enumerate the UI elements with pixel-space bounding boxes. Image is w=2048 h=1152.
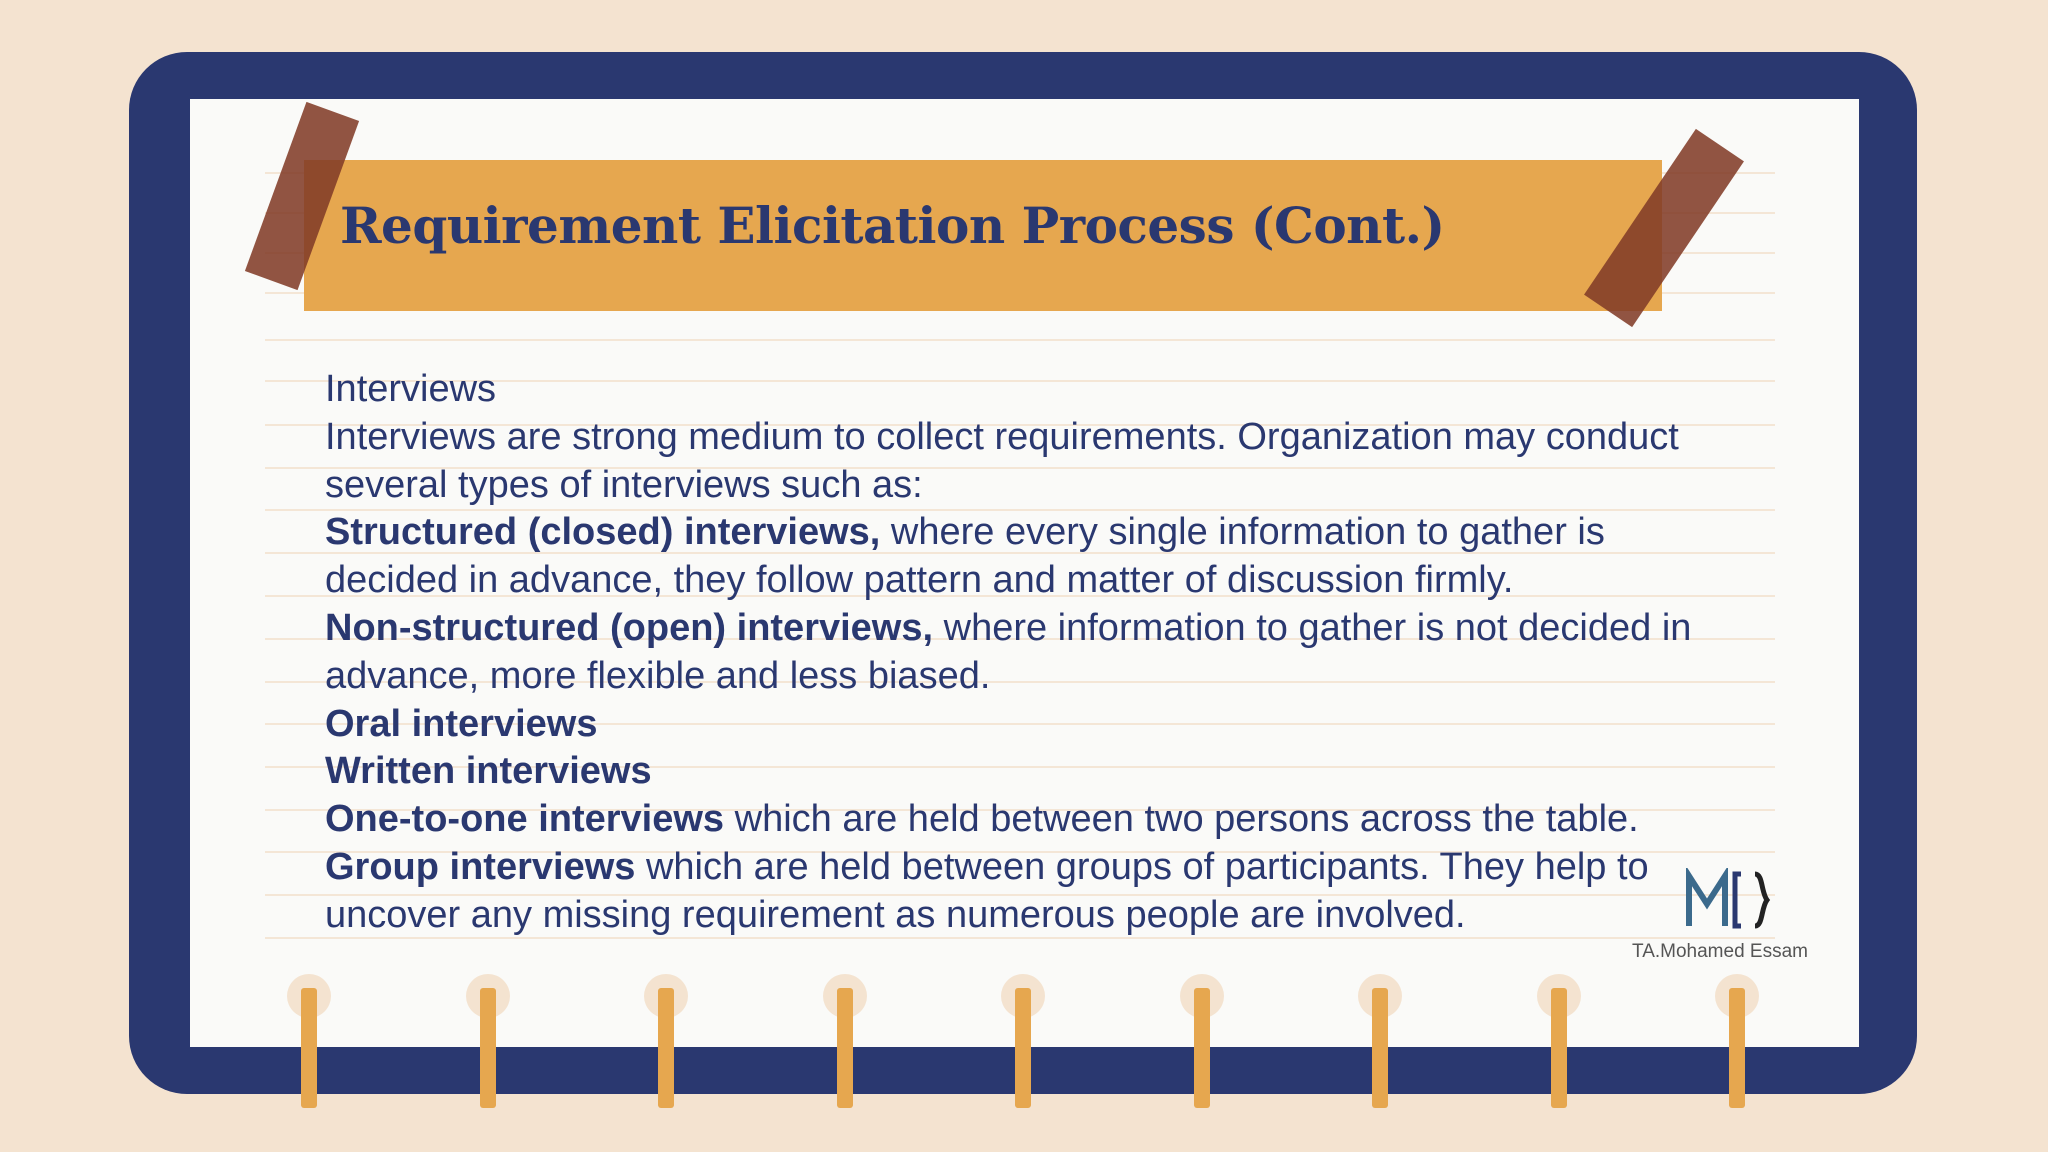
binder-ring xyxy=(466,974,510,1142)
ring-bar xyxy=(1372,988,1388,1108)
slide-title: Requirement Elicitation Process (Cont.) xyxy=(340,196,1445,255)
body-line-bold: One-to-one interviews xyxy=(325,798,725,841)
binder-ring xyxy=(1715,974,1759,1142)
body-line xyxy=(325,796,1765,844)
binder-ring xyxy=(823,974,867,1142)
body-line-bold: Group interviews xyxy=(325,845,636,888)
body-line xyxy=(325,366,1765,414)
binder-ring xyxy=(1180,974,1224,1142)
body-line-text: where every single information to gather is xyxy=(880,511,1605,554)
body-line-text: which are held between groups of participants. They help to xyxy=(635,845,1649,888)
body-line-bold: Written interviews xyxy=(325,750,652,793)
body-line-text: Interviews xyxy=(325,368,497,410)
body-line-text: which are held between two persons across the table. xyxy=(724,798,1639,841)
binder-ring xyxy=(1001,974,1045,1142)
body-line-text: where information to gather is not decided in xyxy=(933,606,1692,649)
ring-bar xyxy=(301,988,317,1108)
body-line-text: Interviews are strong medium to collect requirements. Organization may conduct xyxy=(325,415,1679,458)
body-line-bold: Oral interviews xyxy=(325,702,598,745)
ring-bar xyxy=(1729,988,1745,1108)
body-line-text: decided in advance, they follow pattern and matter of discussion firmly. xyxy=(325,559,1514,602)
body-line-bold: Structured (closed) interviews, xyxy=(325,511,881,554)
body-line xyxy=(325,557,1765,605)
ring-bar xyxy=(480,988,496,1108)
binder-ring xyxy=(1537,974,1581,1142)
ring-bar xyxy=(837,988,853,1108)
binder-ring xyxy=(1358,974,1402,1142)
body-line-bold: Non-structured (open) interviews, xyxy=(325,606,934,649)
ring-bar xyxy=(1551,988,1567,1108)
body-line-text: uncover any missing requirement as numerous people are involved. xyxy=(325,893,1466,936)
body-line xyxy=(325,462,1765,510)
binder-ring xyxy=(644,974,688,1142)
body-line xyxy=(325,892,1765,940)
body-line xyxy=(325,414,1765,462)
body-line xyxy=(325,701,1765,749)
slide-body xyxy=(325,366,1765,940)
paper-rule xyxy=(265,339,1775,341)
logo-caption: TA.Mohamed Essam xyxy=(1632,941,1808,962)
body-line xyxy=(325,509,1765,557)
ring-bar xyxy=(658,988,674,1108)
binder-ring xyxy=(287,974,331,1142)
body-line xyxy=(325,605,1765,653)
ring-bar xyxy=(1015,988,1031,1108)
mc-bracket-logo-icon xyxy=(1683,868,1771,932)
ring-bar xyxy=(1194,988,1210,1108)
body-line xyxy=(325,653,1765,701)
body-line xyxy=(325,748,1765,796)
body-line-text: several types of interviews such as: xyxy=(325,463,923,506)
body-line xyxy=(325,844,1765,892)
body-line-text: advance, more flexible and less biased. xyxy=(325,654,991,697)
